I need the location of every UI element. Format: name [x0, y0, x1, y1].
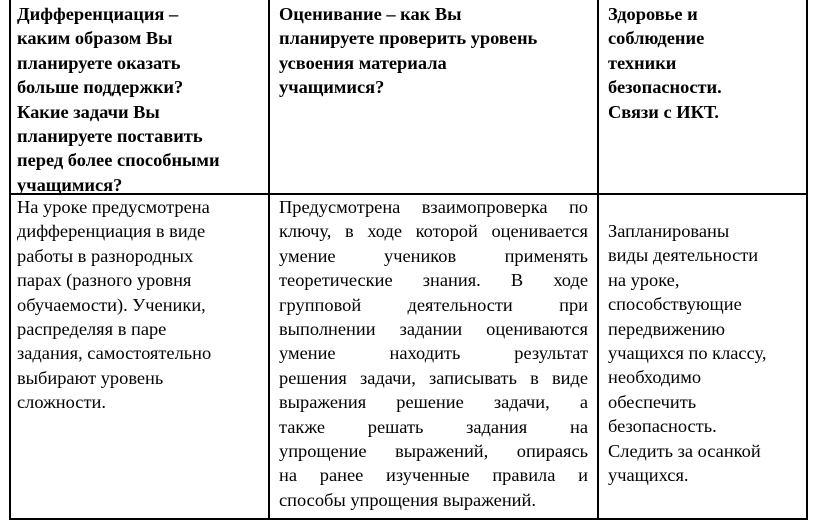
header-line: каким образом Вы [17, 28, 173, 49]
header-line: больше поддержки? [17, 77, 184, 98]
header-line: учащимися? [17, 174, 123, 195]
table-border-left [9, 0, 11, 520]
table-border-col2 [597, 0, 599, 520]
body-line: безопасность. [608, 416, 717, 437]
body-line: Запланированы [608, 221, 730, 241]
header-line: усвоения материала [279, 52, 447, 73]
header-cell-health-safety [608, 2, 804, 124]
body-cell-assessment [279, 195, 588, 512]
header-line: Связи с ИКТ. [608, 101, 719, 122]
header-cell-assessment [279, 2, 594, 100]
body-line: передвижению [608, 318, 726, 339]
body-line: на ранее изученные правила и [279, 465, 588, 486]
body-line: На уроке предусмотрена [17, 197, 210, 217]
header-cell-differentiation [17, 2, 265, 197]
table-border-col1 [268, 0, 270, 520]
body-line: необходимо [608, 367, 702, 388]
table-border-right [806, 0, 808, 520]
header-line: Здоровье и [608, 4, 698, 24]
body-line: выражения решение задачи, а [279, 392, 588, 413]
table-border-bottom [9, 518, 808, 520]
header-line: Дифференциация – [17, 4, 179, 24]
header-line: планируете оказать [17, 52, 181, 73]
body-line: виды деятельности [608, 245, 759, 266]
body-line: сложности. [17, 392, 106, 413]
header-line: Какие задачи Вы [17, 101, 160, 122]
body-line: выполнении задании оцениваются [279, 319, 588, 340]
body-line: обеспечить [608, 391, 697, 412]
body-line: групповой деятельности при [279, 294, 588, 315]
body-cell-health-safety [608, 219, 804, 487]
body-line: задания, самостоятельно [17, 343, 212, 364]
header-line: безопасности. [608, 77, 722, 98]
header-line: техники [608, 52, 677, 73]
body-line: умение находить результат [279, 343, 588, 364]
body-line: Предусмотрена взаимопроверка по [279, 197, 588, 217]
header-line: соблюдение [608, 28, 705, 49]
body-line: умение учеников применять [279, 245, 588, 266]
body-line: распределяя в паре [17, 319, 167, 340]
body-line: ключу, в ходе которой оценивается [279, 221, 588, 242]
body-line: способы упрощения выражений. [279, 489, 536, 510]
header-line: Оценивание – как Вы [279, 4, 462, 24]
body-line: парах (разного уровня [17, 270, 192, 291]
body-line: Следить за осанкой [608, 440, 761, 461]
body-line: упрощение выражений, опираясь [279, 441, 588, 462]
header-line: перед более способными [17, 150, 220, 171]
header-line: учащимися? [279, 77, 385, 98]
body-line: решения задачи, записывать в виде [279, 367, 588, 388]
body-line: теоретические знания. В ходе [279, 270, 588, 291]
body-line: выбирают уровень [17, 367, 164, 388]
body-line: дифференциация в виде [17, 221, 206, 242]
header-line: планируете проверить уровень [279, 28, 538, 49]
body-line: работы в разнородных [17, 245, 194, 266]
body-cell-differentiation [17, 195, 265, 415]
body-line: также решать задания на [279, 416, 588, 437]
body-line: учащихся по классу, [608, 343, 767, 364]
body-line: на уроке, [608, 269, 680, 290]
body-line: учащихся. [608, 465, 689, 486]
header-line: планируете поставить [17, 126, 203, 147]
body-line: обучаемости). Ученики, [17, 294, 206, 315]
body-line: способствующие [608, 294, 742, 315]
